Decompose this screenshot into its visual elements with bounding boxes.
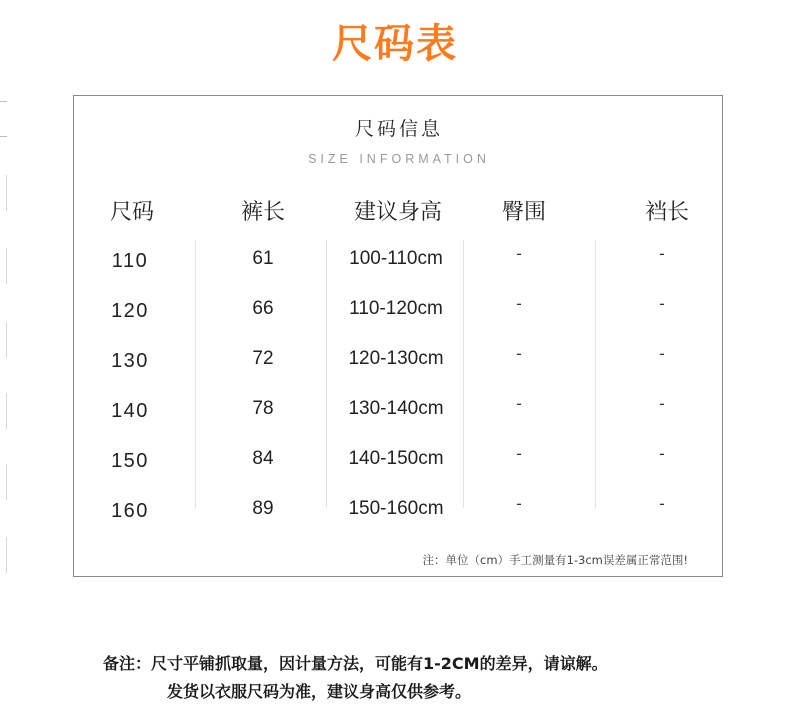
edge-line — [6, 175, 7, 211]
cell-recommended-height: 110-120cm — [349, 298, 443, 319]
cell-pants-length: 72 — [252, 348, 274, 369]
cell-crotch-length: - — [659, 294, 665, 313]
box-subtitle: SIZE INFORMATION — [308, 152, 490, 166]
cell-crotch-length: - — [659, 444, 665, 463]
header-hip: 臀围 — [501, 200, 547, 225]
cell-hip: - — [516, 244, 522, 263]
header-pants-length: 裤长 — [240, 200, 286, 225]
cell-recommended-height: 100-110cm — [349, 248, 443, 269]
cell-size: 120 — [111, 300, 149, 322]
cell-recommended-height: 140-150cm — [348, 448, 444, 469]
cell-pants-length: 61 — [252, 248, 274, 269]
cell-recommended-height: 130-140cm — [348, 398, 444, 419]
edge-mark — [0, 101, 7, 102]
cell-hip: - — [516, 394, 522, 413]
size-info-box — [73, 95, 723, 577]
measurement-note: 注：单位（cm）手工测量有1-3cm误差属正常范围! — [422, 553, 688, 567]
edge-line — [6, 537, 7, 573]
cell-crotch-length: - — [659, 344, 665, 363]
cell-hip: - — [516, 294, 522, 313]
cell-pants-length: 78 — [252, 398, 274, 419]
remark-line-1: 备注：尺寸平铺抓取量，因计量方法，可能有1-2CM的差异，请谅解。 — [103, 654, 608, 673]
edge-line — [6, 393, 7, 429]
header-crotch-length: 裆长 — [644, 200, 690, 225]
page-title: 尺码表 — [332, 21, 458, 67]
edge-line — [6, 464, 7, 500]
header-size: 尺码 — [109, 200, 155, 225]
header-recommended-height: 建议身高 — [353, 200, 443, 225]
cell-size: 140 — [111, 400, 149, 422]
cell-pants-length: 89 — [252, 498, 274, 519]
box-title: 尺码信息 — [354, 118, 443, 140]
column-divider — [595, 240, 596, 508]
cell-hip: - — [516, 444, 522, 463]
cell-pants-length: 66 — [252, 298, 274, 319]
cell-crotch-length: - — [659, 244, 665, 263]
cell-hip: - — [516, 494, 522, 513]
cell-recommended-height: 120-130cm — [348, 348, 444, 369]
edge-mark — [0, 136, 7, 137]
cell-recommended-height: 150-160cm — [348, 498, 444, 519]
cell-size: 130 — [111, 350, 149, 372]
column-divider — [463, 240, 464, 508]
cell-hip: - — [516, 344, 522, 363]
cell-size: 160 — [111, 500, 149, 522]
remark-line-2: 发货以衣服尺码为准，建议身高仅供参考。 — [167, 682, 472, 701]
cell-size: 150 — [111, 450, 149, 472]
column-divider — [326, 240, 327, 508]
cell-pants-length: 84 — [252, 448, 274, 469]
cell-crotch-length: - — [659, 494, 665, 513]
column-divider — [195, 240, 196, 508]
cell-crotch-length: - — [659, 394, 665, 413]
cell-size: 110 — [111, 250, 149, 272]
edge-line — [6, 322, 7, 358]
edge-line — [6, 248, 7, 284]
